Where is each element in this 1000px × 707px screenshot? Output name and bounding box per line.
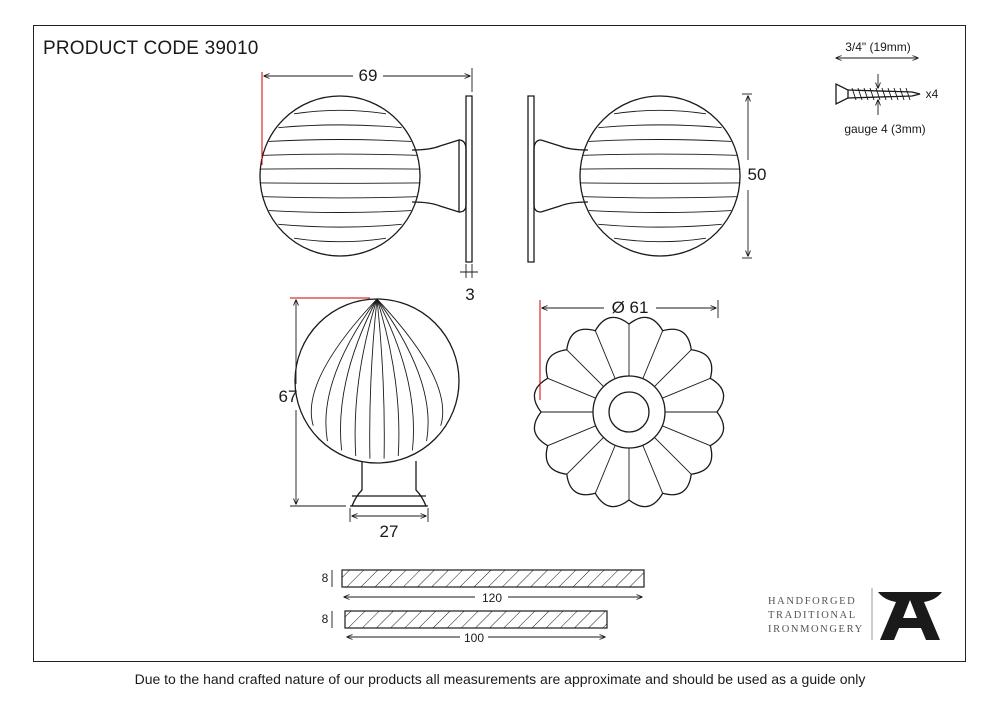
screw-length-label: 3/4" (19mm) [845,40,911,54]
screw-quantity: x4 [925,87,939,101]
spindle-100-thickness: 8 [321,612,329,626]
dim-label-69: 69 [358,66,378,85]
brand-line-1: HANDFORGED [768,596,857,607]
dim-base-width [350,508,428,541]
dim-label-3: 3 [465,285,475,304]
screw-spec [836,40,939,136]
spindle-100 [322,611,607,645]
brand-block [768,588,942,640]
spindle-120 [322,570,644,605]
dim-knob-height [742,94,766,258]
brand-line-3: IRONMONGERY [768,624,864,635]
screw-gauge-label: gauge 4 (3mm) [844,122,926,136]
front-elevation [295,299,459,506]
dim-rose-thickness [460,264,478,304]
brand-line-2: TRADITIONAL [768,610,857,621]
dim-label-67: 67 [278,387,298,406]
knob-ribs-front [311,299,442,459]
knob-ribs-right [580,110,739,241]
spindle-120-length: 120 [481,591,503,605]
rose-petals [534,317,723,506]
spindle-120-thickness: 8 [321,571,329,585]
side-view-right [528,96,740,262]
product-code-title: PRODUCT CODE 39010 [43,38,259,59]
dim-knob-length [262,66,472,165]
footer-disclaimer: Due to the hand crafted nature of our products all measurements are approximate and should be used as a guide only [134,671,866,687]
side-view-left [260,96,472,262]
dim-label-50: 50 [747,165,767,184]
dim-label-27: 27 [379,522,399,541]
anvil-a-logo-icon [878,592,942,640]
knob-ribs-left [260,110,419,241]
spindle-100-length: 100 [463,631,485,645]
dim-label-diameter: Ø 61 [611,298,649,317]
rose-plan-view [534,317,723,506]
